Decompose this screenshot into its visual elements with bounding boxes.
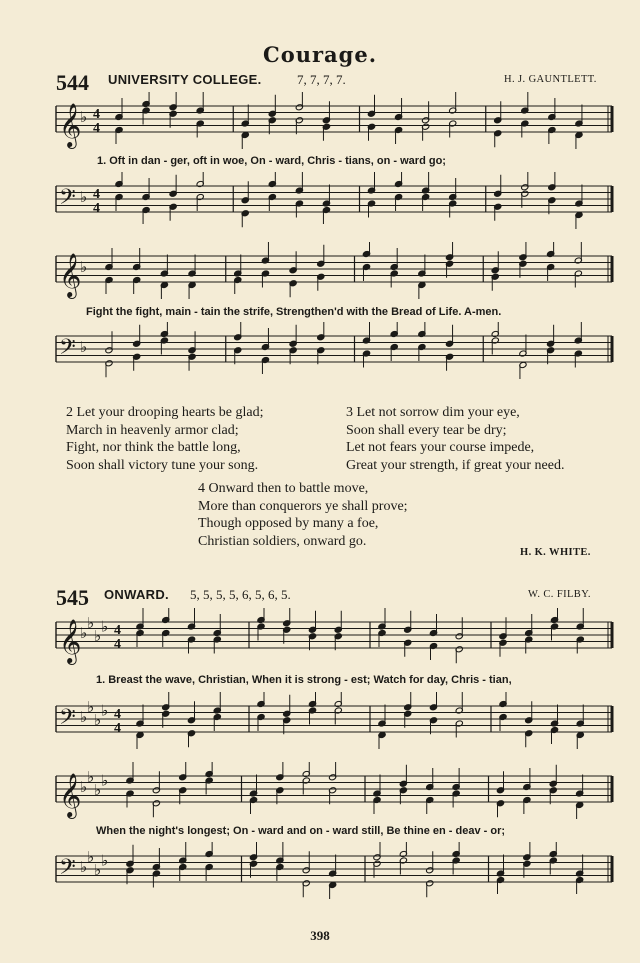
svg-text:4: 4: [93, 187, 100, 202]
verse-line: Christian soldiers, onward go.: [198, 533, 367, 549]
svg-text:♭: ♭: [94, 861, 102, 879]
svg-text:♭: ♭: [101, 617, 109, 636]
lyric-line: 1. Oft in dan - ger, oft in woe, On - ward, Chris - tians, on - ward go;: [97, 155, 446, 167]
svg-text:♭: ♭: [80, 187, 88, 206]
hymn-number: 545: [56, 585, 89, 610]
verse-3: [346, 404, 564, 474]
verse-line: More than conquerors ye shall prove;: [198, 498, 408, 514]
hymn-number: 544: [56, 70, 89, 95]
svg-text:4: 4: [114, 623, 121, 638]
svg-text:♭: ♭: [87, 698, 95, 716]
meter: 7, 7, 7, 7.: [297, 72, 346, 87]
svg-text:𝄞: 𝄞: [59, 619, 82, 663]
verse-line: 2 Let your drooping hearts be glad;: [66, 405, 264, 420]
svg-text:𝄢: 𝄢: [59, 335, 76, 365]
staff-system: [0, 842, 640, 904]
meter: 5, 5, 5, 5, 6, 5, 6, 5.: [190, 587, 291, 602]
svg-text:4: 4: [114, 707, 121, 722]
verse-2: [66, 404, 264, 474]
svg-text:𝄞: 𝄞: [59, 103, 82, 147]
verse-line: Let not fears your course impede,: [346, 440, 535, 455]
svg-text:♭: ♭: [80, 257, 88, 276]
composer: H. J. GAUNTLETT.: [504, 74, 597, 85]
svg-text:4: 4: [114, 637, 121, 652]
svg-text:♭: ♭: [94, 711, 102, 729]
staff-system: [0, 242, 640, 302]
page-number: 398: [310, 928, 330, 943]
svg-text:4: 4: [93, 121, 100, 136]
svg-text:𝄞: 𝄞: [59, 773, 82, 817]
verse-line: 3 Let not sorrow dim your eye,: [346, 405, 520, 420]
svg-text:♭: ♭: [101, 701, 109, 720]
svg-text:♭: ♭: [94, 627, 102, 645]
hymn-author: H. K. WHITE.: [520, 547, 591, 558]
svg-text:♭: ♭: [87, 848, 95, 866]
staff-system: [0, 608, 640, 670]
svg-text:♭: ♭: [101, 771, 109, 790]
svg-text:♭: ♭: [80, 107, 88, 126]
svg-text:4: 4: [114, 721, 121, 736]
staff-system: [0, 172, 640, 232]
lyric-line: Fight the fight, main - tain the strife, Strengthen'd with the Bread of Life. A-men.: [86, 306, 502, 318]
verse-line: March in heavenly armor clad;: [66, 422, 239, 438]
svg-text:♭: ♭: [80, 777, 88, 796]
svg-text:♭: ♭: [80, 623, 88, 642]
verse-line: Fight, nor think the battle long,: [66, 440, 241, 455]
svg-text:♭: ♭: [101, 851, 109, 870]
svg-text:4: 4: [93, 201, 100, 216]
svg-text:𝄢: 𝄢: [59, 185, 76, 215]
svg-text:♭: ♭: [94, 781, 102, 799]
verse-4: [198, 480, 408, 550]
svg-text:♭: ♭: [87, 614, 95, 632]
verse-line: Though opposed by many a foe,: [198, 516, 379, 531]
verse-line: Soon shall every tear be dry;: [346, 422, 507, 438]
verse-line: Soon shall victory tune your song.: [66, 457, 259, 473]
tune-name: UNIVERSITY COLLEGE.: [108, 72, 262, 87]
svg-text:𝄢: 𝄢: [59, 705, 76, 735]
verse-line: 4 Onward then to battle move,: [198, 481, 369, 496]
composer: W. C. FILBY.: [528, 589, 591, 600]
section-title: Courage.: [262, 42, 377, 67]
svg-text:♭: ♭: [87, 768, 95, 786]
lyric-line: 1. Breast the wave, Christian, When it is strong - est; Watch for day, Chris - tian,: [96, 674, 512, 686]
svg-text:4: 4: [93, 107, 100, 122]
svg-text:♭: ♭: [80, 857, 88, 876]
svg-text:♭: ♭: [80, 707, 88, 726]
tune-name: ONWARD.: [104, 587, 169, 602]
svg-text:𝄞: 𝄞: [59, 253, 82, 297]
svg-text:♭: ♭: [80, 337, 88, 356]
staff-system: [0, 322, 640, 387]
staff-system: [0, 692, 640, 754]
staff-system: [0, 762, 640, 824]
svg-text:𝄢: 𝄢: [59, 855, 76, 885]
verse-line: Great your strength, if great your need.: [346, 457, 565, 473]
lyric-line: When the night's longest; On - ward and on - ward still, Be thine en - deav - or;: [96, 825, 506, 837]
